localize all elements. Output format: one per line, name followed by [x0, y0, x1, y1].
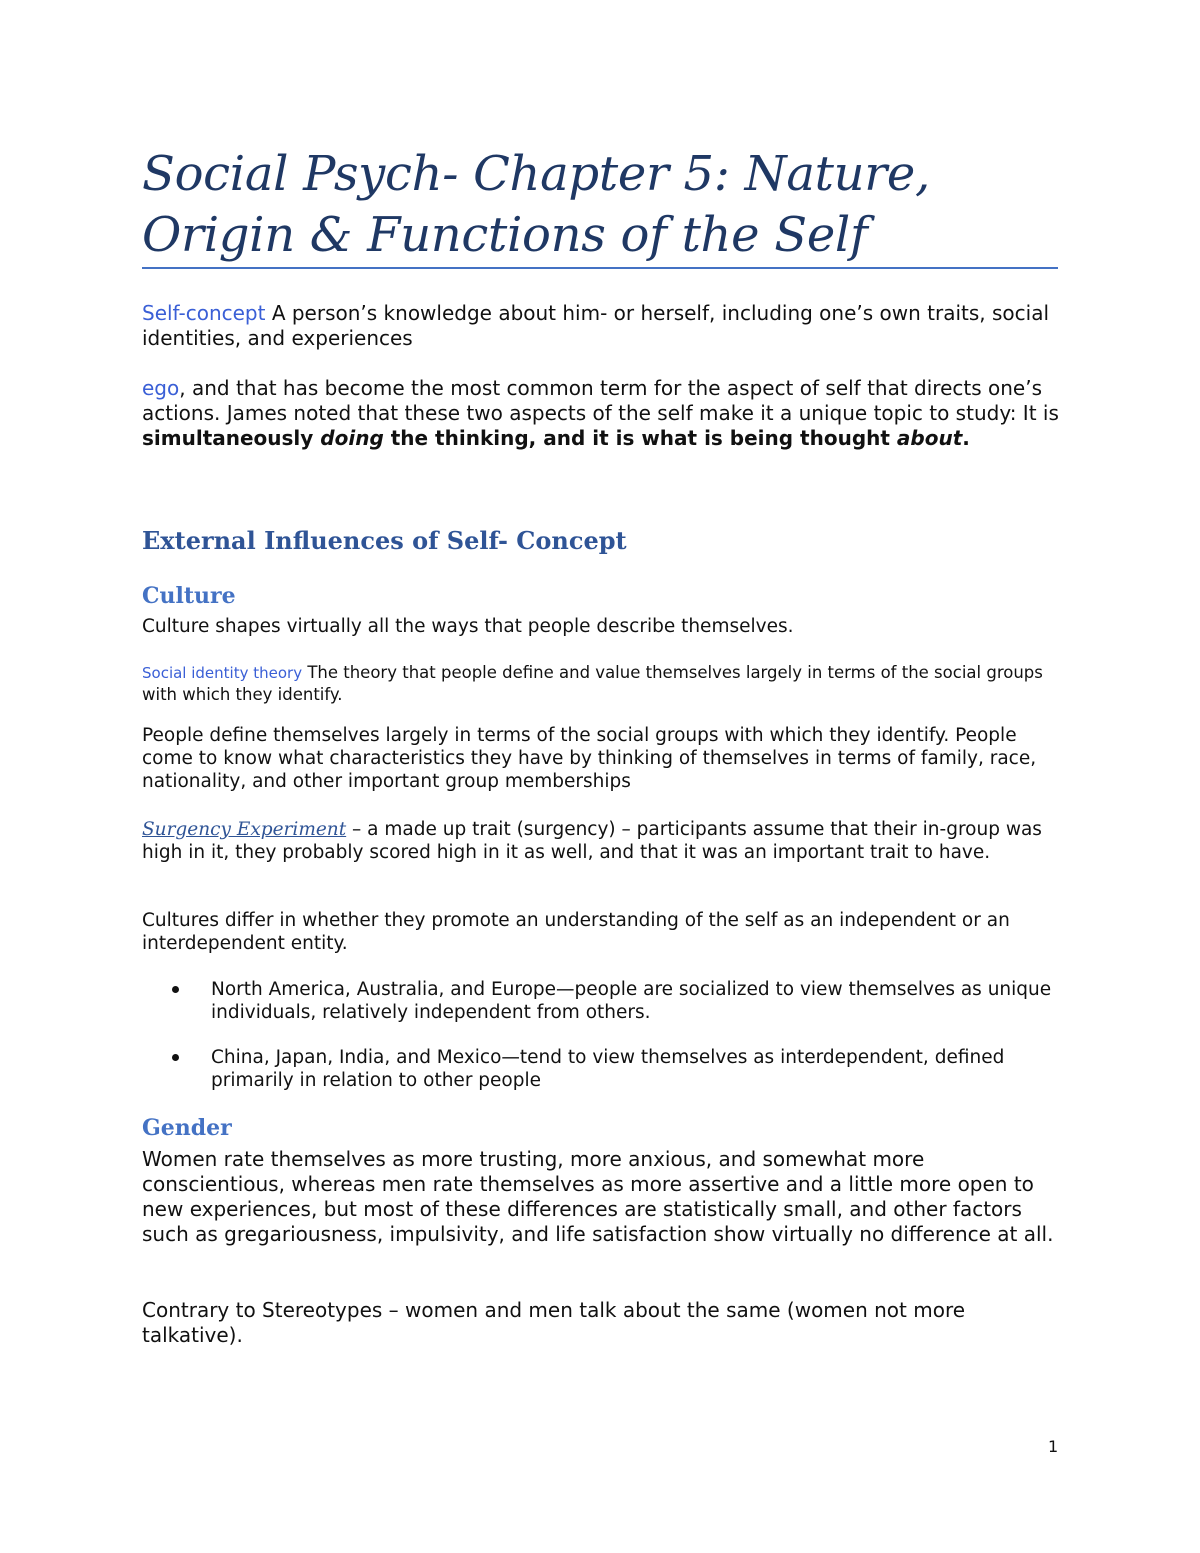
ego-term: ego: [142, 376, 180, 400]
ego-text: , and that has become the most common term for the aspect of self that directs one’s actions. James noted that these two aspects of the self make it a unique topic to study: It is: [142, 376, 1059, 425]
bullet-dot-icon: [172, 1054, 179, 1061]
title-underline-rule: [142, 267, 1058, 269]
ego-bold-italic-about: about: [896, 426, 963, 450]
document-title: Social Psych- Chapter 5: Nature, Origin & Functions of the Self: [142, 146, 930, 263]
ego-paragraph: [142, 376, 1062, 451]
list-item: [142, 978, 1062, 1024]
culture-intro: Culture shapes virtually all the ways that people describe themselves.: [142, 616, 794, 637]
list-item-text: China, Japan, India, and Mexico—tend to view themselves as interdependent, defined primarily in relation to other people: [211, 1047, 1005, 1091]
section-heading-external-influences: External Influences of Self- Concept: [142, 526, 627, 555]
list-item: [142, 1046, 1062, 1092]
culture-bullet-list: [142, 978, 1062, 1114]
ego-bold-text-1: simultaneously: [142, 426, 321, 450]
social-identity-theory-definition: The theory that people define and value themselves largely in terms of the social groups with which they identify.: [142, 663, 1043, 704]
independent-interdependent-paragraph: Cultures differ in whether they promote an understanding of the self as an independent or an interdependent entity.: [142, 910, 1010, 954]
self-concept-definition: A person’s knowledge about him- or herself, including one’s own traits, social identities, and experiences: [142, 301, 1050, 350]
page-number: 1: [1048, 1437, 1059, 1456]
subheading-culture: Culture: [142, 583, 236, 609]
social-identity-theory-paragraph: [142, 662, 1062, 706]
ego-bold-text-2: the thinking, and it is what is being thought: [383, 426, 897, 450]
gender-stereotypes-paragraph: Contrary to Stereotypes – women and men talk about the same (women not more talkative).: [142, 1298, 966, 1347]
subheading-gender: Gender: [142, 1115, 232, 1141]
social-identity-theory-term: Social identity theory: [142, 664, 303, 682]
surgency-paragraph: [142, 818, 1062, 864]
ego-bold-text-3: .: [962, 426, 970, 450]
ego-bold-italic-doing: doing: [320, 426, 384, 450]
self-concept-term: Self-concept: [142, 301, 266, 325]
group-identity-paragraph: People define themselves largely in terms of the social groups with which they identify. People come to know what characteristics they have by thinking of themselves in terms of family, race, nationality, and other important group memberships: [142, 725, 1037, 792]
self-concept-paragraph: [142, 301, 1062, 351]
surgency-experiment-link[interactable]: Surgency Experiment: [142, 819, 347, 840]
surgency-text: – a made up trait (surgency) – participants assume that their in-group was high in it, they probably scored high in it as well, and that it was an important trait to have.: [142, 819, 1042, 863]
gender-differences-paragraph: Women rate themselves as more trusting, more anxious, and somewhat more conscientious, whereas men rate themselves as more assertive and a little more open to new experiences, but most of these differences are statistically small, and other factors such as gregariousness, impulsivity, and life satisfaction show virtually no difference at all.: [142, 1147, 1054, 1246]
list-item-text: North America, Australia, and Europe—people are socialized to view themselves as unique individuals, relatively independent from others.: [211, 979, 1052, 1023]
bullet-dot-icon: [172, 986, 179, 993]
